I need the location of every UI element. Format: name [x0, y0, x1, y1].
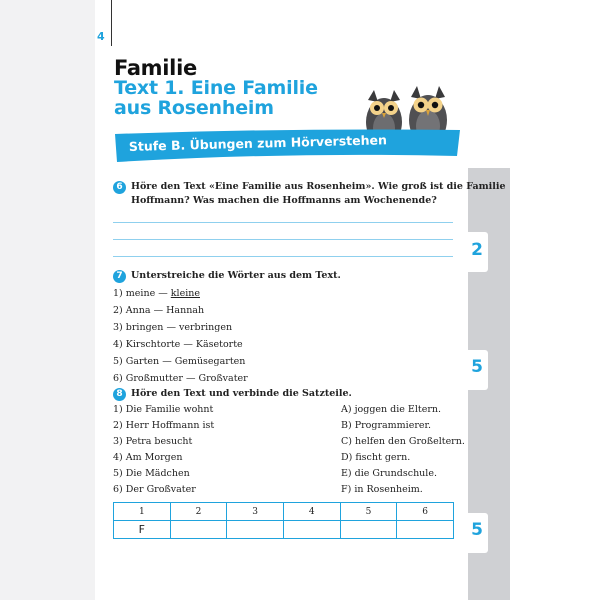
task7-item-5: 5) Garten — Gemüsegarten [113, 356, 246, 367]
task8-right-item-b: B) Programmierer. [341, 420, 432, 431]
banner-label: Stufe B. Übungen zum Hörverstehen [128, 132, 388, 154]
answer-table-header-2: 2 [170, 503, 227, 521]
task8-left-item-1: 1) Die Familie wohnt [113, 404, 214, 415]
task8-number-badge: 8 [113, 388, 126, 401]
task6-instruction-line2: Hoffmann? Was machen die Hoffmanns am Wochenende? [131, 195, 437, 206]
task8-right-item-e: E) die Grundschule. [341, 468, 437, 479]
answer-cell-4[interactable] [283, 521, 340, 539]
answer-table-header-row [114, 503, 454, 521]
answer-table-header-4: 4 [283, 503, 340, 521]
task6-number-badge: 6 [113, 181, 126, 194]
task8-right-item-f: F) in Rosenheim. [341, 484, 423, 495]
task8-left-item-2: 2) Herr Hoffmann ist [113, 420, 215, 431]
task7-item-3: 3) bringen — verbringen [113, 322, 233, 333]
task8-right-item-c: C) helfen den Großeltern. [341, 436, 465, 447]
task7-item-6: 6) Großmutter — Großvater [113, 373, 248, 384]
task6-answer-line-2[interactable] [113, 239, 453, 240]
text-title-line2: aus Rosenheim [114, 97, 274, 119]
task8-left-item-3: 3) Petra besucht [113, 436, 193, 447]
task8-left-item-4: 4) Am Morgen [113, 452, 183, 463]
answer-cell-6[interactable] [397, 521, 454, 539]
section-banner [115, 128, 460, 162]
text-title [114, 78, 318, 118]
answer-table-header-6: 6 [397, 503, 454, 521]
task6-instruction-line1: Höre den Text «Eine Familie aus Rosenheim». Wie groß ist die Familie [131, 181, 506, 192]
answer-table-answer-row [114, 521, 454, 539]
answer-cell-5[interactable] [340, 521, 397, 539]
task6-instruction [131, 180, 506, 208]
answer-table-header-1: 1 [114, 503, 171, 521]
score-task6: 2 [471, 240, 483, 260]
answer-cell-3[interactable] [227, 521, 284, 539]
task8-left-item-6: 6) Der Großvater [113, 484, 196, 495]
task7-item-1: 1) meine — kleine [113, 288, 200, 299]
topic-title: Familie [114, 56, 197, 80]
task8-right-item-a: A) joggen die Eltern. [341, 404, 442, 415]
task7-instruction: Unterstreiche die Wörter aus dem Text. [131, 270, 341, 281]
task8-answer-table [113, 502, 454, 539]
task8-right-item-d: D) fischt gern. [341, 452, 411, 463]
task6-answer-line-1[interactable] [113, 222, 453, 223]
score-task7: 5 [471, 357, 483, 377]
text-title-line1: Text 1. Eine Familie [114, 77, 318, 99]
page-number: 4 [97, 30, 105, 43]
task6-answer-line-3[interactable] [113, 256, 453, 257]
task7-item-4: 4) Kirschtorte — Käsetorte [113, 339, 243, 350]
task8-instruction: Höre den Text und verbinde die Satzteile. [131, 388, 352, 399]
page-number-divider [111, 0, 112, 46]
task8-left-item-5: 5) Die Mädchen [113, 468, 190, 479]
answer-table-header-5: 5 [340, 503, 397, 521]
task7-number-badge: 7 [113, 270, 126, 283]
task7-item-2: 2) Anna — Hannah [113, 305, 205, 316]
answer-cell-2[interactable] [170, 521, 227, 539]
score-task8: 5 [471, 520, 483, 540]
answer-cell-1[interactable]: F [114, 521, 171, 539]
answer-table-header-3: 3 [227, 503, 284, 521]
